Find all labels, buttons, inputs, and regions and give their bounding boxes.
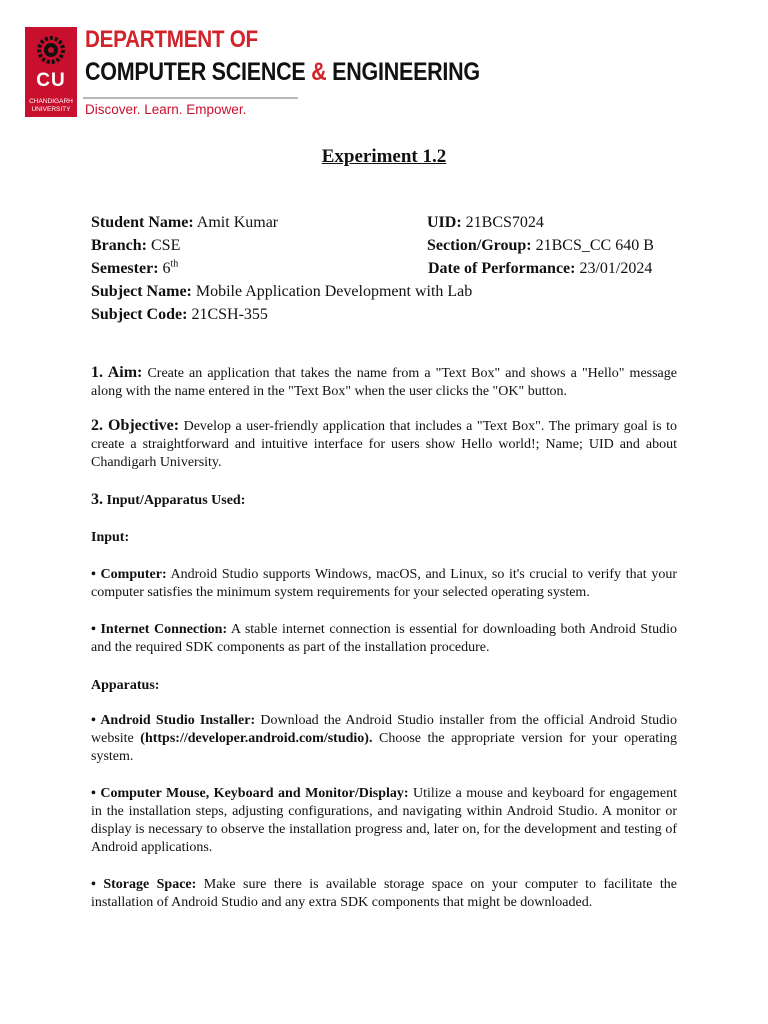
- experiment-title: Experiment 1.2: [321, 146, 447, 167]
- department-title-line1: DEPARTMENT OF: [85, 26, 258, 53]
- logo-cu-text: CU: [36, 70, 66, 91]
- installer-link[interactable]: (https://developer.android.com/studio).: [140, 731, 373, 746]
- date-row: [428, 259, 652, 279]
- installer-text: Download the Android Studio installer from the official Android Studio website: [91, 713, 678, 746]
- dept-ampersand: &: [311, 58, 327, 86]
- storage-text: Make sure there is available storage space on your computer to facilitate the installation of Android Studio and any extra SDK components that might be downloaded.: [91, 877, 677, 910]
- branch-row: [91, 236, 180, 256]
- internet-label: • Internet Connection:: [91, 622, 228, 637]
- list-item: [91, 621, 677, 657]
- semester-row: [91, 259, 178, 279]
- section-label: Section/Group:: [427, 237, 532, 254]
- subject-name-label: Subject Name:: [91, 283, 192, 300]
- student-name-row: [91, 213, 278, 233]
- header-divider: [83, 97, 298, 99]
- installer-label: • Android Studio Installer:: [91, 713, 256, 728]
- date-label: Date of Performance:: [428, 260, 576, 277]
- semester-label: Semester:: [91, 260, 159, 277]
- apparatus-heading-row: [91, 677, 677, 695]
- student-name-value: Amit Kumar: [196, 214, 279, 231]
- branch-value: CSE: [151, 237, 181, 254]
- dept-name-part2: ENGINEERING: [332, 58, 480, 86]
- semester-suffix: th: [170, 258, 179, 270]
- dept-name-part1: COMPUTER SCIENCE: [85, 58, 306, 86]
- storage-label: • Storage Space:: [91, 877, 197, 892]
- internet-text: A stable internet connection is essential for downloading both Android Studio and the required SDK components as part of the installation procedure.: [91, 622, 678, 655]
- aim-text: Create an application that takes the name from a "Text Box" and shows a "Hello" message along with the name entered in the "Text Box" when the user clicks the "OK" button.: [91, 366, 677, 399]
- list-item: [91, 876, 677, 912]
- aim-section: [91, 364, 677, 401]
- objective-label: 2. Objective:: [91, 417, 180, 434]
- student-name-label: Student Name:: [91, 214, 194, 231]
- apparatus-section-heading: [91, 491, 677, 510]
- list-item: [91, 785, 677, 857]
- input-heading: Input:: [91, 530, 130, 545]
- objective-text: Develop a user-friendly application that includes a "Text Box". The primary goal is to create a straightforward and intuitive interface for users show Hello world!; Name; UID and about Chandigarh University.: [91, 419, 678, 470]
- section-row: [427, 236, 654, 256]
- installer-text-2: Choose the appropriate version for your operating system.: [91, 731, 677, 764]
- logo-university-text: CHANDIGARH UNIVERSITY: [29, 98, 73, 113]
- computer-label: • Computer:: [91, 567, 167, 582]
- university-logo: [25, 27, 77, 117]
- subject-code-row: [91, 305, 268, 325]
- uid-value: 21BCS7024: [465, 214, 544, 231]
- objective-section: [91, 417, 677, 472]
- subject-code-value: 21CSH-355: [191, 306, 268, 323]
- uid-label: UID:: [427, 214, 462, 231]
- list-item: [91, 712, 677, 766]
- peripherals-label: • Computer Mouse, Keyboard and Monitor/Display:: [91, 786, 409, 801]
- subject-name-value: Mobile Application Development with Lab: [195, 283, 473, 300]
- section-3-label: Input/Apparatus Used:: [106, 493, 246, 508]
- branch-label: Branch:: [91, 237, 147, 254]
- section-3-number: 3.: [91, 491, 103, 508]
- tagline: Discover. Learn. Empower.: [85, 102, 247, 117]
- peripherals-text: Utilize a mouse and keyboard for engagement in the installation steps, adjusting configurations, and navigating within Android Studio. A monitor or display is necessary to observe the installation progress and, later on, for the development and testing of Android applications.: [91, 786, 677, 855]
- date-value: 23/01/2024: [579, 260, 653, 277]
- subject-name-row: [91, 282, 472, 302]
- gear-emblem-icon: [29, 32, 73, 72]
- computer-text: Android Studio supports Windows, macOS, and Linux, so it's crucial to verify that your computer satisfies the minimum system requirements for your selected operating system.: [91, 567, 677, 600]
- apparatus-heading: Apparatus:: [91, 678, 160, 693]
- list-item: [91, 566, 677, 602]
- department-title-line2: [85, 58, 480, 87]
- semester-value: 6: [162, 260, 171, 277]
- uid-row: [427, 213, 544, 233]
- subject-code-label: Subject Code:: [91, 306, 188, 323]
- input-heading-row: [91, 529, 677, 547]
- section-value: 21BCS_CC 640 B: [535, 237, 654, 254]
- aim-label: 1. Aim:: [91, 364, 143, 381]
